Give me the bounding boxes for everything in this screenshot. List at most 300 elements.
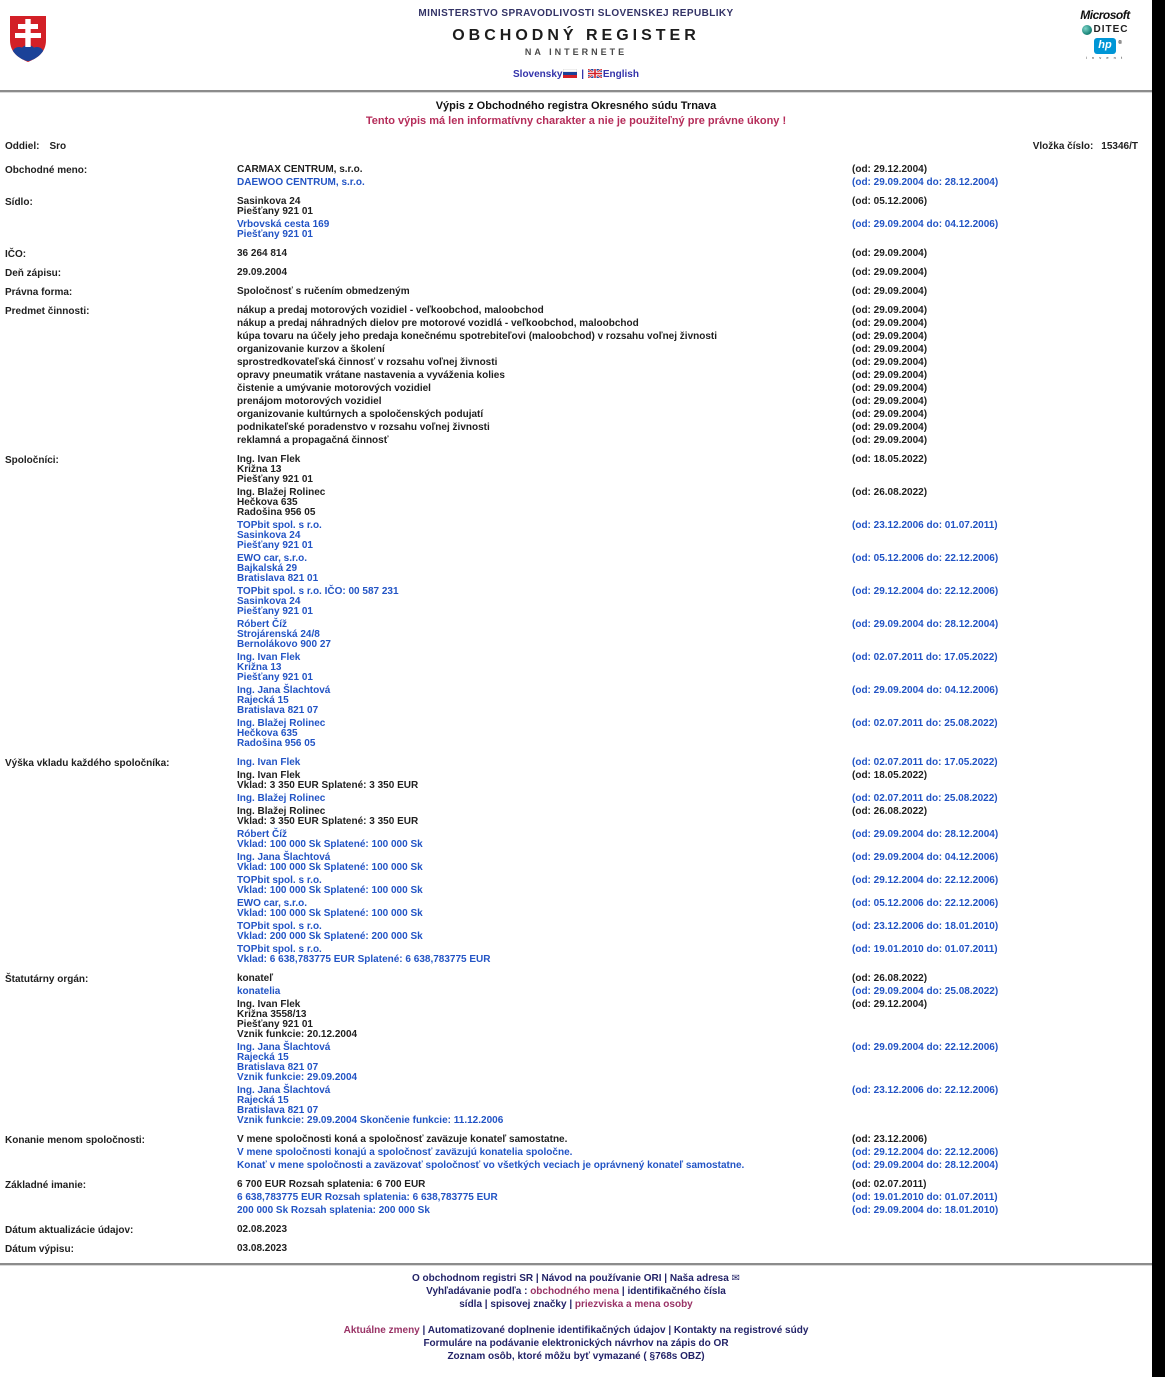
register-entry xyxy=(237,220,1152,240)
entry-value xyxy=(237,945,852,965)
footer-row xyxy=(0,1298,1152,1311)
entry-value-line: TOPbit spol. s r.o. xyxy=(237,875,322,886)
register-entry xyxy=(237,165,1152,175)
section-entries xyxy=(237,974,1152,1129)
entry-value-line: Piešťany 921 01 xyxy=(237,229,313,240)
entry-value-line: organizovanie kurzov a školení xyxy=(237,344,385,355)
register-table xyxy=(5,165,1152,1257)
entry-value-line: čistenie a umývanie motorových vozidiel xyxy=(237,383,431,394)
entry-value xyxy=(237,521,852,551)
footer-row xyxy=(0,1337,1152,1350)
footer-link[interactable]: Návod na používanie ORI xyxy=(541,1273,662,1284)
section-entries xyxy=(237,268,1152,281)
section-entries xyxy=(237,1244,1152,1257)
section-entries xyxy=(237,165,1152,191)
entry-date xyxy=(852,1225,1152,1235)
register-entry xyxy=(237,899,1152,919)
entry-value xyxy=(237,794,852,804)
entry-value-line: V mene spoločnosti koná a spoločnosť zaväzuje konateľ samostatne. xyxy=(237,1134,568,1145)
entry-date: (od: 29.09.2004) xyxy=(852,409,928,420)
entry-value xyxy=(237,853,852,873)
entry-value xyxy=(237,332,852,342)
entry-date: (od: 29.09.2004) xyxy=(852,370,928,381)
register-entry xyxy=(237,287,1152,297)
footer-link[interactable]: spisovej značky xyxy=(490,1299,567,1310)
footer-text: | xyxy=(665,1325,674,1336)
entry-value-line: opravy pneumatik vrátane nastavenia a vyváženia kolies xyxy=(237,370,505,381)
entry-date: (od: 02.07.2011 do: 17.05.2022) xyxy=(852,652,998,663)
entry-date: (od: 23.12.2006 do: 18.01.2010) xyxy=(852,921,999,932)
section-label: Dátum aktualizácie údajov: xyxy=(5,1225,134,1236)
register-entry xyxy=(237,807,1152,827)
footer-link[interactable]: sídla xyxy=(459,1299,483,1310)
microsoft-logo: Microsoft xyxy=(1080,8,1130,22)
register-entry xyxy=(237,794,1152,804)
entry-date: (od: 18.05.2022) xyxy=(852,770,928,781)
entry-value xyxy=(237,397,852,407)
footer-text: | xyxy=(661,1273,670,1284)
footer-text: | xyxy=(619,1286,628,1297)
register-entry xyxy=(237,197,1152,217)
vlozka-label: Vložka číslo: xyxy=(1032,141,1094,152)
entry-value-line: Rajecká 15 xyxy=(237,695,289,706)
extract-title: Výpis z Obchodného registra Okresného súdu Trnava xyxy=(435,100,717,112)
entry-value-line: konateľ xyxy=(237,973,274,984)
entry-value-line: Sasinkova 24 xyxy=(237,596,301,607)
entry-value-line: Vklad: 3 350 EUR Splatené: 3 350 EUR xyxy=(237,780,419,791)
entry-date: (od: 29.09.2004 do: 04.12.2006) xyxy=(852,685,999,696)
section-entries xyxy=(237,758,1152,968)
entry-value xyxy=(237,268,852,278)
entry-value-line: Piešťany 921 01 xyxy=(237,206,313,217)
entry-value-line: Ing. Jana Šlachtová xyxy=(237,1085,331,1096)
entry-value xyxy=(237,455,852,485)
entry-date: (od: 02.07.2011 do: 17.05.2022) xyxy=(852,757,998,768)
entry-value-line: Vklad: 100 000 Sk Splatené: 100 000 Sk xyxy=(237,862,423,873)
register-section xyxy=(5,1225,1152,1238)
entry-value-line: Piešťany 921 01 xyxy=(237,1019,313,1030)
register-entry xyxy=(237,1225,1152,1235)
register-entry xyxy=(237,1161,1152,1171)
register-entry xyxy=(237,719,1152,749)
entry-value-line: Ing. Jana Šlachtová xyxy=(237,685,331,696)
entry-value xyxy=(237,488,852,518)
register-entry xyxy=(237,653,1152,683)
entry-value-line: prenájom motorových vozidiel xyxy=(237,396,382,407)
entry-value-line: Vklad: 100 000 Sk Splatené: 100 000 Sk xyxy=(237,908,423,919)
section-entries xyxy=(237,287,1152,300)
entry-value-line: 29.09.2004 xyxy=(237,267,288,278)
entry-value-line: Piešťany 921 01 xyxy=(237,606,313,617)
entry-value-line: Ing. Jana Šlachtová xyxy=(237,1042,331,1053)
entry-date: (od: 29.09.2004) xyxy=(852,396,928,407)
entry-value-line: Sasinkova 24 xyxy=(237,196,301,207)
footer-link[interactable]: Aktuálne zmeny xyxy=(343,1325,420,1336)
section-label: Štatutárny orgán: xyxy=(5,974,89,985)
entry-value-line: Spoločnosť s ručením obmedzeným xyxy=(237,286,410,297)
site-subtitle: NA INTERNETE xyxy=(524,47,628,57)
footer-row xyxy=(0,1350,1152,1363)
envelope-icon[interactable]: ✉ xyxy=(731,1273,740,1284)
entry-date: (od: 23.12.2006 do: 01.07.2011) xyxy=(852,520,998,531)
entry-date: (od: 29.09.2004) xyxy=(852,435,928,446)
entry-value xyxy=(237,1086,852,1126)
entry-date: (od: 29.09.2004 do: 22.12.2006) xyxy=(852,1042,999,1053)
section-entries xyxy=(237,1135,1152,1174)
entry-date: (od: 29.09.2004) xyxy=(852,248,928,259)
entry-value-line: TOPbit spol. s r.o. xyxy=(237,520,322,531)
entry-value-line: konatelia xyxy=(237,986,281,997)
footer-link[interactable]: Naša adresa xyxy=(669,1273,732,1284)
register-section xyxy=(5,249,1152,262)
entry-value xyxy=(237,319,852,329)
entry-date: (od: 29.09.2004 do: 28.12.2004) xyxy=(852,619,999,630)
footer-text: | xyxy=(566,1299,575,1310)
entry-value-line: 6 700 EUR Rozsah splatenia: 6 700 EUR xyxy=(237,1179,426,1190)
entry-date: (od: 05.12.2006 do: 22.12.2006) xyxy=(852,898,999,909)
entry-value-line: Konať v mene spoločnosti a zaväzovať spoločnosť vo všetkých veciach je oprávnený konateľ samostatne. xyxy=(237,1160,745,1171)
section-entries xyxy=(237,197,1152,243)
entry-value-line: Bernolákovo 900 27 xyxy=(237,639,331,650)
site-header xyxy=(0,0,1152,90)
entry-value-line: nákup a predaj náhradných dielov pre motorové vozidlá - veľkoobchod, maloobchod xyxy=(237,318,639,329)
entry-value-line: 03.08.2023 xyxy=(237,1243,288,1254)
header-divider xyxy=(0,90,1152,93)
section-label: Deň zápisu: xyxy=(5,268,62,279)
uk-flag-icon xyxy=(588,69,602,78)
ministry-title: MINISTERSTVO SPRAVODLIVOSTI SLOVENSKEJ REPUBLIKY xyxy=(418,8,734,19)
entry-date: (od: 29.09.2004 do: 28.12.2004) xyxy=(852,829,999,840)
register-entry xyxy=(237,587,1152,617)
register-entry xyxy=(237,830,1152,850)
entry-value xyxy=(237,287,852,297)
register-content xyxy=(0,127,1152,1257)
hp-logo: hp ® i n v e n t xyxy=(1085,39,1125,60)
section-label: Obchodné meno: xyxy=(5,165,88,176)
entry-value-line: Vznik funkcie: 29.09.2004 Skončenie funkcie: 11.12.2006 xyxy=(237,1115,504,1126)
slovak-flag-icon xyxy=(563,69,577,78)
entry-value-line: TOPbit spol. s r.o. xyxy=(237,944,322,955)
entry-value-line: Ing. Blažej Rolinec xyxy=(237,487,326,498)
register-entry xyxy=(237,371,1152,381)
register-entry xyxy=(237,397,1152,407)
register-entry xyxy=(237,1244,1152,1254)
register-entry xyxy=(237,345,1152,355)
entry-date: (od: 29.09.2004) xyxy=(852,305,928,316)
section-label: Sídlo: xyxy=(5,197,33,208)
entry-date: (od: 23.12.2006 do: 22.12.2006) xyxy=(852,1085,999,1096)
entry-value-line: Vklad: 100 000 Sk Splatené: 100 000 Sk xyxy=(237,839,423,850)
entry-value xyxy=(237,1225,852,1235)
entry-value-line: Piešťany 921 01 xyxy=(237,672,313,683)
entry-value-line: nákup a predaj motorových vozidiel - veľkoobchod, maloobchod xyxy=(237,305,544,316)
section-label: IČO: xyxy=(5,249,27,260)
entry-value-line: Piešťany 921 01 xyxy=(237,540,313,551)
entry-date: (od: 02.07.2011 do: 25.08.2022) xyxy=(852,718,998,729)
site-footer xyxy=(0,1272,1152,1377)
entry-value-line: 6 638,783775 EUR Rozsah splatenia: 6 638,783775 EUR xyxy=(237,1192,498,1203)
footer-link[interactable]: Kontakty na registrové súdy xyxy=(673,1325,809,1336)
entry-date: (od: 02.07.2011 do: 25.08.2022) xyxy=(852,793,998,804)
entry-value-line: Bratislava 821 01 xyxy=(237,573,319,584)
entry-value xyxy=(237,758,852,768)
entry-value-line: Rajecká 15 xyxy=(237,1095,289,1106)
entry-value-line: Ing. Ivan Flek xyxy=(237,454,301,465)
entry-value-line: Ing. Jana Šlachtová xyxy=(237,852,331,863)
entry-value-line: Strojárenská 24/8 xyxy=(237,629,320,640)
entry-value-line: Ing. Ivan Flek xyxy=(237,770,301,781)
footer-row xyxy=(0,1324,1152,1337)
register-section xyxy=(5,287,1152,300)
entry-value xyxy=(237,771,852,791)
entry-date: (od: 29.12.2004 do: 22.12.2006) xyxy=(852,586,999,597)
entry-value xyxy=(237,384,852,394)
entry-value xyxy=(237,1000,852,1040)
register-section xyxy=(5,1135,1152,1174)
entry-value-line: sprostredkovateľská činnosť v rozsahu voľnej živnosti xyxy=(237,357,498,368)
entry-value-line: 02.08.2023 xyxy=(237,1224,288,1235)
register-entry xyxy=(237,332,1152,342)
entry-value xyxy=(237,423,852,433)
register-entry xyxy=(237,1000,1152,1040)
footer-text: | xyxy=(482,1299,491,1310)
entry-date: (od: 29.09.2004 do: 25.08.2022) xyxy=(852,986,999,997)
register-entry xyxy=(237,853,1152,873)
footer-text: | xyxy=(533,1273,542,1284)
entry-value-line: Križna 13 xyxy=(237,662,282,673)
register-entry xyxy=(237,1135,1152,1145)
extract-warning: Tento výpis má len informatívny charakter a nie je použiteľný pre právne úkony ! xyxy=(365,115,787,127)
register-entry xyxy=(237,319,1152,329)
section-label: Výška vkladu každého spoločníka: xyxy=(5,758,170,769)
language-switcher: Slovensky | English xyxy=(513,69,639,80)
entry-value-line: Bajkalská 29 xyxy=(237,563,298,574)
footer-divider xyxy=(0,1263,1152,1266)
section-label: Základné imanie: xyxy=(5,1180,87,1191)
entry-value-line: DAEWOO CENTRUM, s.r.o. xyxy=(237,177,365,188)
entry-value xyxy=(237,807,852,827)
footer-link[interactable]: Zoznam osôb, ktoré môžu byť vymazané ( §768s OBZ) xyxy=(447,1351,705,1362)
window-right-border xyxy=(1152,0,1165,1377)
entry-value-line: TOPbit spol. s r.o. IČO: 00 587 231 xyxy=(237,586,399,597)
section-entries xyxy=(237,249,1152,262)
register-entry xyxy=(237,410,1152,420)
entry-date: (od: 19.01.2010 do: 01.07.2011) xyxy=(852,1192,998,1203)
entry-value-line: Ing. Blažej Rolinec xyxy=(237,793,326,804)
oddiel-value: Sro xyxy=(49,141,67,152)
entry-value xyxy=(237,1244,852,1254)
entry-value-line: Ing. Ivan Flek xyxy=(237,999,301,1010)
entry-value xyxy=(237,830,852,850)
entry-value-line: Piešťany 921 01 xyxy=(237,474,313,485)
register-entry xyxy=(237,974,1152,984)
entry-value-line: Ing. Blažej Rolinec xyxy=(237,806,326,817)
entry-value xyxy=(237,1043,852,1083)
footer-link[interactable]: Automatizované doplnenie identifikačných údajov xyxy=(427,1325,666,1336)
entry-value xyxy=(237,899,852,919)
entry-value-line: Sasinkova 24 xyxy=(237,530,301,541)
entry-date: (od: 26.08.2022) xyxy=(852,973,928,984)
entry-value-line: Hečkova 635 xyxy=(237,497,298,508)
entry-value-line: podnikateľské poradenstvo v rozsahu voľnej živnosti xyxy=(237,422,490,433)
footer-link[interactable]: priezviska a mena osoby xyxy=(574,1299,693,1310)
register-entry xyxy=(237,771,1152,791)
entry-date: (od: 29.12.2004 do: 22.12.2006) xyxy=(852,1147,999,1158)
footer-link[interactable]: identifikačného čísla xyxy=(627,1286,726,1297)
entry-date: (od: 29.09.2004) xyxy=(852,383,928,394)
section-entries xyxy=(237,306,1152,449)
entry-value xyxy=(237,306,852,316)
entry-date: (od: 26.08.2022) xyxy=(852,487,928,498)
register-entry xyxy=(237,488,1152,518)
entry-value xyxy=(237,620,852,650)
entry-date: (od: 29.09.2004 do: 28.12.2004) xyxy=(852,1160,999,1171)
register-entry xyxy=(237,876,1152,896)
entry-date: (od: 29.12.2004 do: 22.12.2006) xyxy=(852,875,999,886)
section-label: Konanie menom spoločnosti: xyxy=(5,1135,146,1146)
entry-value-line: Vklad: 100 000 Sk Splatené: 100 000 Sk xyxy=(237,885,423,896)
entry-date: (od: 05.12.2006 do: 22.12.2006) xyxy=(852,553,999,564)
entry-date: (od: 29.09.2004) xyxy=(852,422,928,433)
register-entry xyxy=(237,620,1152,650)
register-entry xyxy=(237,178,1152,188)
register-entry xyxy=(237,1193,1152,1203)
entry-date: (od: 29.09.2004) xyxy=(852,344,928,355)
footer-text: | xyxy=(419,1325,428,1336)
register-section xyxy=(5,1180,1152,1219)
register-entry xyxy=(237,423,1152,433)
entry-value-line: Hečkova 635 xyxy=(237,728,298,739)
entry-value-line: kúpa tovaru na účely jeho predaja konečnému spotrebiteľovi (maloobchod) v rozsahu voľnej živnosti xyxy=(237,331,718,342)
entry-value-line: Ing. Ivan Flek xyxy=(237,652,301,663)
register-entry xyxy=(237,922,1152,942)
lang-english-link[interactable]: English xyxy=(602,69,639,80)
register-entry xyxy=(237,384,1152,394)
entry-value xyxy=(237,1148,852,1158)
section-entries xyxy=(237,1180,1152,1219)
entry-date: (od: 05.12.2006) xyxy=(852,196,928,207)
partner-logos xyxy=(1070,8,1140,64)
entry-date: (od: 29.09.2004 do: 28.12.2004) xyxy=(852,177,999,188)
register-entry xyxy=(237,455,1152,485)
entry-value-line: CARMAX CENTRUM, s.r.o. xyxy=(237,164,363,175)
register-section xyxy=(5,197,1152,243)
ditec-globe-icon xyxy=(1082,25,1092,35)
lang-slovensky-link[interactable]: Slovensky xyxy=(513,69,563,80)
entry-value-line: Vznik funkcie: 29.09.2004 xyxy=(237,1072,358,1083)
oddiel-label: Oddiel: xyxy=(5,141,40,152)
entry-date: (od: 18.05.2022) xyxy=(852,454,928,465)
register-entry xyxy=(237,1086,1152,1126)
register-section xyxy=(5,1244,1152,1257)
footer-link[interactable]: O obchodnom registri SR xyxy=(412,1273,534,1284)
entry-value-line: 200 000 Sk Rozsah splatenia: 200 000 Sk xyxy=(237,1205,430,1216)
entry-value-line: Bratislava 821 07 xyxy=(237,1062,319,1073)
entry-date: (od: 29.09.2004) xyxy=(852,331,928,342)
register-entry xyxy=(237,1148,1152,1158)
entry-value xyxy=(237,686,852,716)
register-section xyxy=(5,758,1152,968)
entry-value-line: Ing. Ivan Flek xyxy=(237,757,301,768)
entry-date: (od: 29.09.2004 do: 04.12.2006) xyxy=(852,219,999,230)
register-section xyxy=(5,165,1152,191)
entry-date: (od: 29.09.2004 do: 18.01.2010) xyxy=(852,1205,999,1216)
entry-value xyxy=(237,719,852,749)
entry-date: (od: 29.09.2004) xyxy=(852,357,928,368)
entry-value-line: Ing. Blažej Rolinec xyxy=(237,718,326,729)
entry-value xyxy=(237,178,852,188)
register-entry xyxy=(237,521,1152,551)
register-entry xyxy=(237,268,1152,278)
entry-value xyxy=(237,249,852,259)
footer-text: Vyhľadávanie podľa : xyxy=(426,1286,531,1297)
vlozka-value: 15346/T xyxy=(1101,141,1138,152)
section-entries xyxy=(237,455,1152,752)
register-entry xyxy=(237,249,1152,259)
entry-value xyxy=(237,554,852,584)
entry-value xyxy=(237,1193,852,1203)
register-section xyxy=(5,455,1152,752)
footer-link[interactable]: obchodného mena xyxy=(530,1286,620,1297)
entry-value xyxy=(237,653,852,683)
entry-value xyxy=(237,587,852,617)
entry-date: (od: 29.09.2004) xyxy=(852,286,928,297)
entry-value-line: Vklad: 6 638,783775 EUR Splatené: 6 638,783775 EUR xyxy=(237,954,491,965)
register-section xyxy=(5,268,1152,281)
footer-link[interactable]: Formuláre na podávanie elektronických návrhov na zápis do OR xyxy=(423,1338,729,1349)
entry-value-line: organizovanie kultúrnych a spoločenských podujatí xyxy=(237,409,484,420)
entry-date: (od: 29.09.2004) xyxy=(852,318,928,329)
entry-value-line: reklamná a propagačná činnosť xyxy=(237,435,389,446)
section-entries xyxy=(237,1225,1152,1238)
section-label: Právna forma: xyxy=(5,287,73,298)
entry-value xyxy=(237,165,852,175)
entry-value-line: TOPbit spol. s r.o. xyxy=(237,921,322,932)
section-label: Dátum výpisu: xyxy=(5,1244,74,1255)
register-meta-row xyxy=(5,141,1152,152)
entry-value-line: Róbert Číž xyxy=(237,619,287,630)
section-label: Predmet činnosti: xyxy=(5,306,90,317)
entry-value xyxy=(237,1161,852,1171)
entry-value xyxy=(237,220,852,240)
ditec-logo: DITEC xyxy=(1070,24,1140,35)
entry-date: (od: 26.08.2022) xyxy=(852,806,928,817)
entry-value-line: Vklad: 3 350 EUR Splatené: 3 350 EUR xyxy=(237,816,419,827)
entry-value-line: EWO car, s.r.o. xyxy=(237,553,308,564)
register-entry xyxy=(237,945,1152,965)
register-entry xyxy=(237,554,1152,584)
footer-row xyxy=(0,1285,1152,1298)
register-entry xyxy=(237,1206,1152,1216)
entry-value-line: Vznik funkcie: 20.12.2004 xyxy=(237,1029,358,1040)
register-entry xyxy=(237,436,1152,446)
footer-links-secondary xyxy=(0,1324,1152,1377)
entry-value-line: Vklad: 200 000 Sk Splatené: 200 000 Sk xyxy=(237,931,423,942)
entry-value xyxy=(237,197,852,217)
entry-value xyxy=(237,876,852,896)
register-entry xyxy=(237,686,1152,716)
register-entry xyxy=(237,358,1152,368)
entry-value xyxy=(237,410,852,420)
entry-value-line: V mene spoločnosti konajú a spoločnosť zaväzujú konatelia spoločne. xyxy=(237,1147,573,1158)
entry-date xyxy=(852,1244,1152,1254)
entry-date: (od: 29.09.2004 do: 04.12.2006) xyxy=(852,852,999,863)
entry-value xyxy=(237,1135,852,1145)
entry-value xyxy=(237,1206,852,1216)
register-entry xyxy=(237,1180,1152,1190)
entry-value xyxy=(237,1180,852,1190)
footer-links-primary xyxy=(0,1272,1152,1311)
